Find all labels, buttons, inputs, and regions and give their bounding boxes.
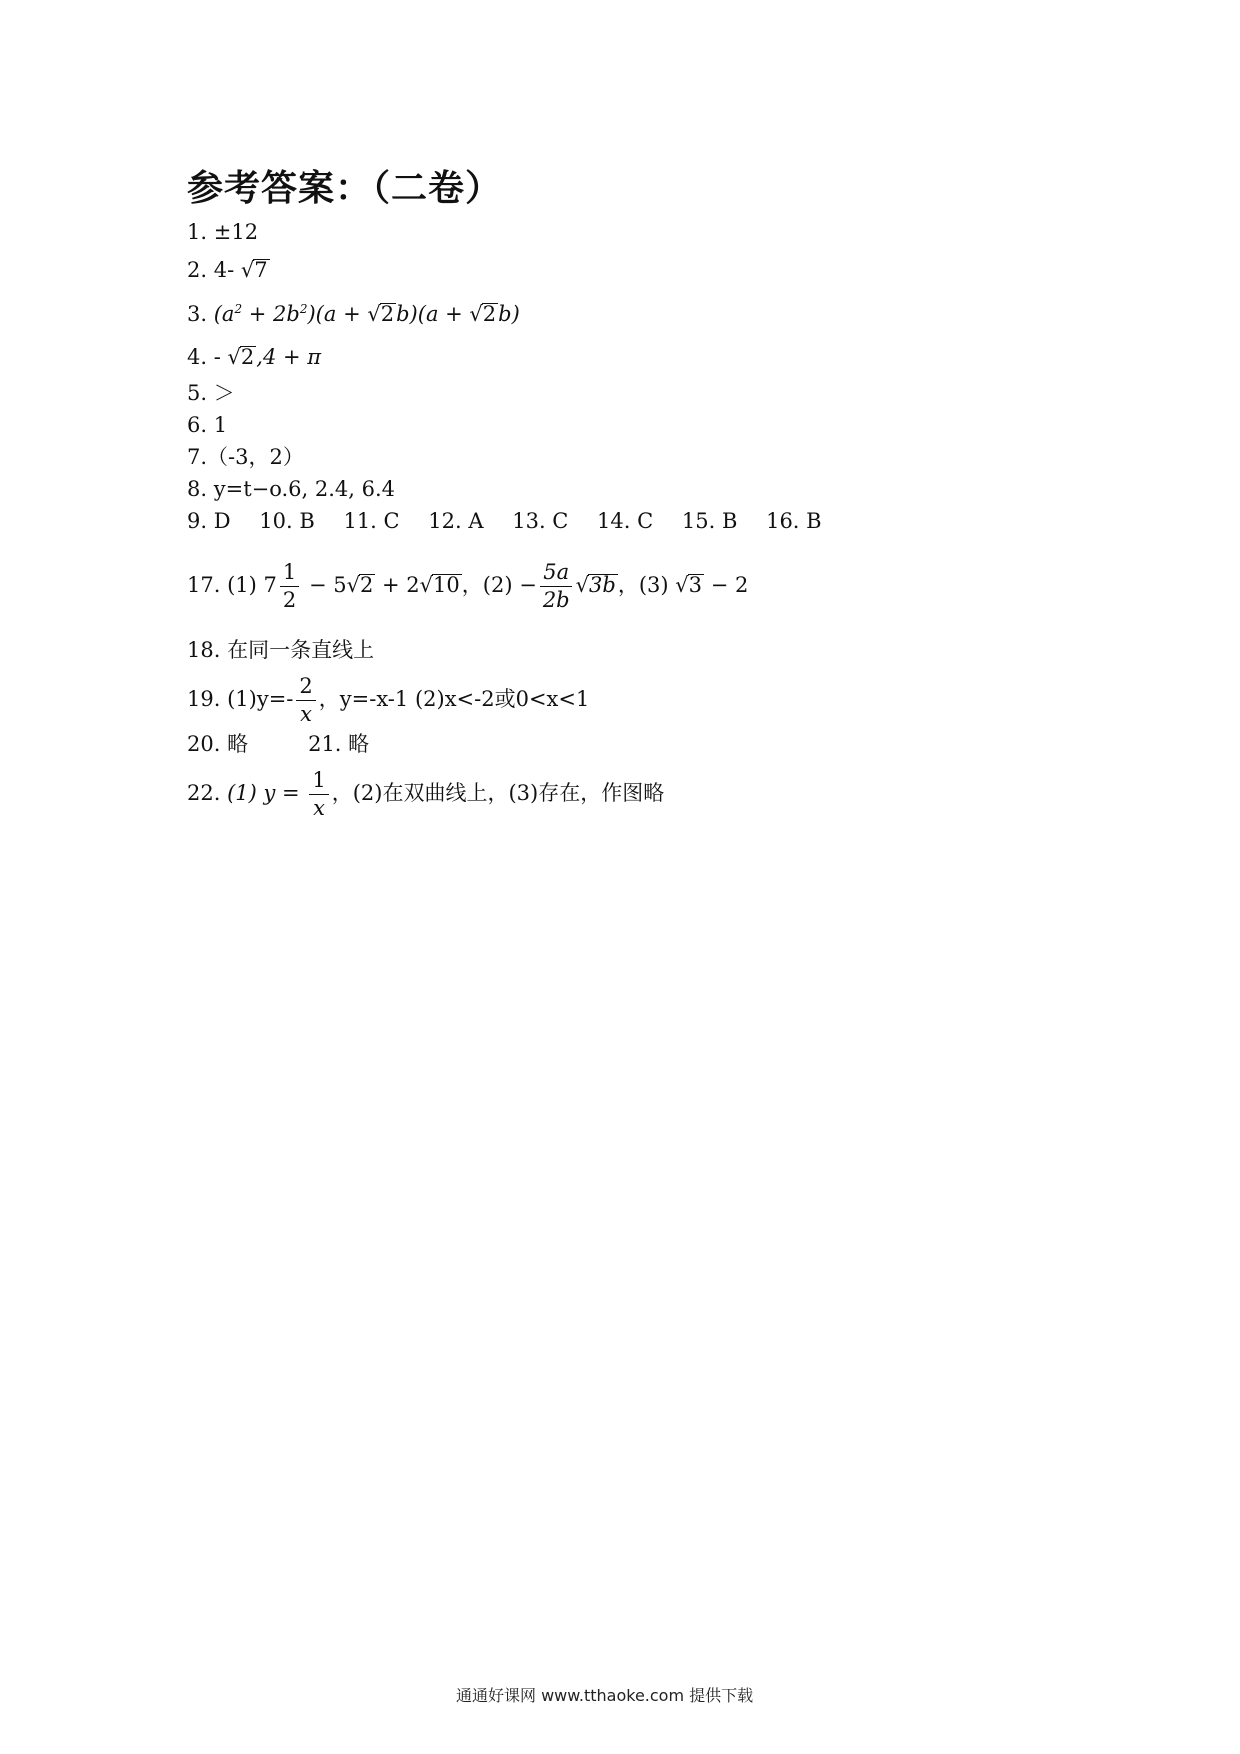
fraction: $\frac{1}{2}$	[280, 562, 299, 611]
answer-20-21: 20. 略 21. 略	[187, 732, 370, 756]
fraction: $\frac{5a}{2b}$	[540, 562, 573, 611]
fraction: $\frac{1}{x}$	[309, 770, 328, 819]
answer-2: 2. 4- √7	[187, 258, 268, 282]
answer-8: 8. y=t−o.6, 2.4, 6.4	[187, 477, 396, 501]
answer-9-16: 9. D 10. B 11. C 12. A 13. C 14. C 15. B 16. B	[187, 509, 822, 533]
answer-18: 18. 在同一条直线上	[187, 638, 375, 662]
page-title: 参考答案：（二卷）	[187, 168, 503, 209]
answer-19: 19. (1)y=- $\frac{2}{x}$ ，y=-x-1 (2)x<-2或0<x<1	[187, 674, 590, 726]
page-footer: 通通好课网 www.tthaoke.com 提供下载	[456, 1686, 754, 1705]
answer-22: 22. (1) y = $\frac{1}{x}$ ，(2)在双曲线上，(3)存在，作图略	[187, 768, 665, 820]
answer-6: 6. 1	[187, 413, 228, 437]
answer-7: 7.（-3，2）	[187, 445, 304, 469]
answer-3: 3. $(a^2 + 2b^2)(a + √2b)(a + √2b)$	[187, 302, 520, 326]
answer-17: 17. (1) 7 $\frac{1}{2}$ − 5√2 + 2√10，(2) − $\frac{5a}{2b}$ √3b，(3) √3 − 2	[187, 560, 749, 612]
fraction: $\frac{2}{x}$	[296, 676, 315, 725]
answer-4: 4. - √2,4 + π	[187, 345, 322, 369]
answer-5: 5. ＞	[187, 381, 235, 405]
answer-1: 1. ±12	[187, 220, 259, 244]
sqrt-symbol: √	[240, 258, 255, 282]
